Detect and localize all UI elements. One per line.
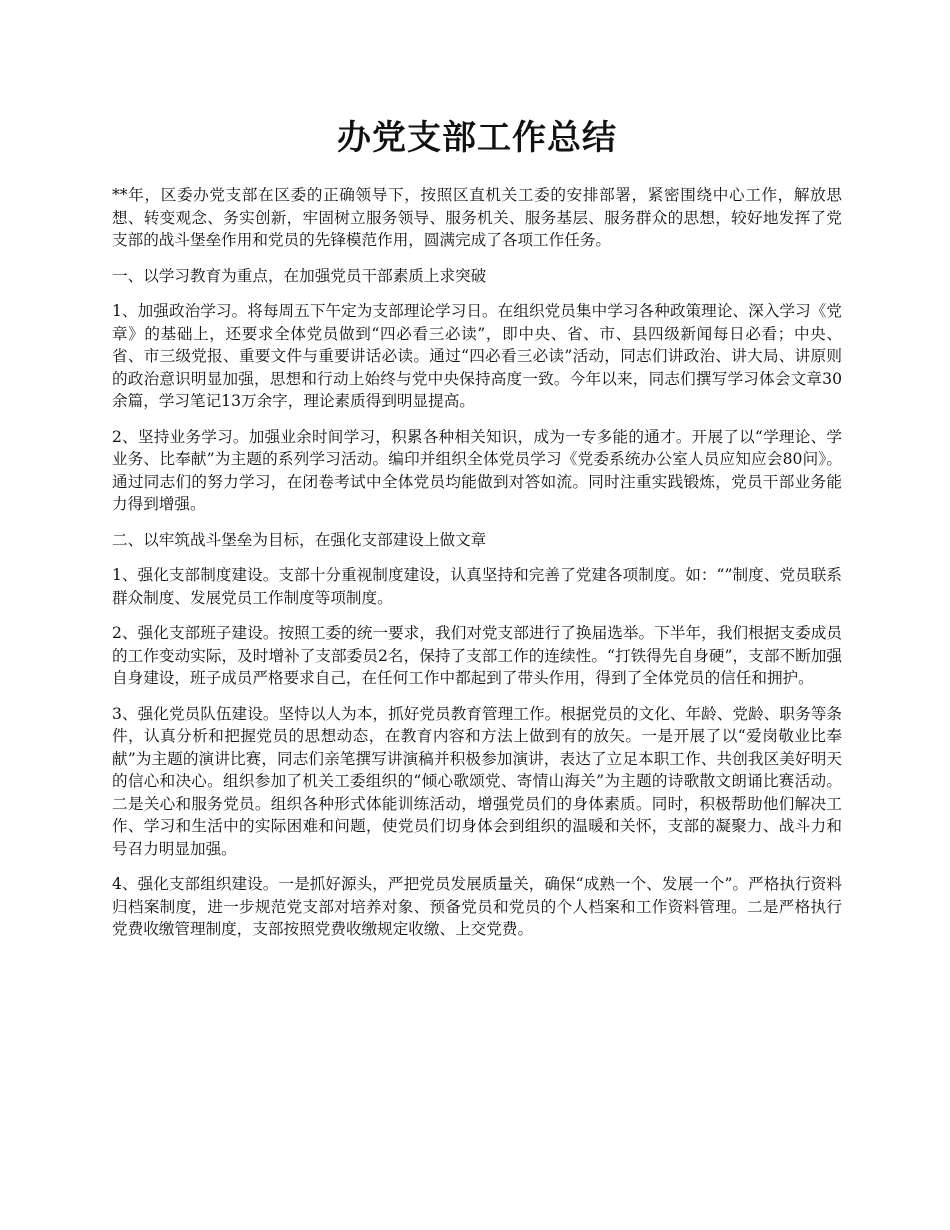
document-body: [112, 184, 842, 941]
paragraph-team-building: 2、强化支部班子建设。按照工委的统一要求，我们对党支部进行了换届选举。下半年，我们根据支委成员的工作变动实际，及时增补了支部委员2名，保持了支部工作的连续性。“打铁得先自身硬”，支部不断加强自身建设，班子成员严格要求自己，在任何工作中都起到了带头作用，得到了全体党员的信任和拥护。: [112, 624, 842, 687]
intro-paragraph: **年，区委办党支部在区委的正确领导下，按照区直机关工委的安排部署，紧密围绕中心工作，解放思想、转变观念、务实创新，牢固树立服务领导、服务机关、服务基层、服务群众的思想，较好地发挥了党支部的战斗堡垒作用和党员的先锋模范作用，圆满完成了各项工作任务。: [112, 186, 842, 249]
paragraph-organization-building: 4、强化支部组织建设。一是抓好源头，严把党员发展质量关，确保“成熟一个、发展一个”。严格执行资料归档案制度，进一步规范党支部对培养对象、预备党员和党员的个人档案和工作资料管理。二是严格执行党费收缴管理制度，支部按照党费收缴规定收缴、上交党费。: [112, 875, 842, 938]
paragraph-political-study: 1、加强政治学习。将每周五下午定为支部理论学习日。在组织党员集中学习各种政策理论、深入学习《党章》的基础上，还要求全体党员做到“四必看三必读”，即中央、省、市、县四级新闻每日必看；中央、省、市三级党报、重要文件与重要讲话必读。通过“四必看三必读”活动，同志们讲政治、讲大局、讲原则的政治意识明显加强，思想和行动上始终与党中央保持高度一致。今年以来，同志们撰写学习体会文章30余篇，学习笔记13万余字，理论素质得到明显提高。: [112, 302, 842, 410]
document-page: [112, 0, 842, 954]
paragraph-member-building: 3、强化党员队伍建设。坚恃以人为本，抓好党员教育管理工作。根据党员的文化、年龄、党龄、职务等条件，认真分析和把握党员的思想动态，在教育内容和方法上做到有的放矢。一是开展了以“爱岗敬业比奉献”为主题的演讲比赛，同志们亲笔撰写讲演稿并积极参加演讲，表达了立足本职工作、共创我区美好明天的信心和决心。组织参加了机关工委组织的“倾心歌颂党、寄情山海关”为主题的诗歌散文朗诵比赛活动。二是关心和服务党员。组织各种形式体能训练活动，增强党员们的身体素质。同时，积极帮助他们解决工作、学习和生活中的实际困难和问题，使党员们切身体会到组织的温暖和关怀，支部的凝聚力、战斗力和号召力明显加强。: [112, 704, 842, 858]
section-heading-2: 二、以牢筑战斗堡垒为目标，在强化支部建设上做文章: [112, 530, 487, 549]
paragraph-system-building: 1、强化支部制度建设。支部十分重视制度建设，认真坚持和完善了党建各项制度。如：“”制度、党员联系群众制度、发展党员工作制度等项制度。: [112, 566, 842, 607]
paragraph-business-study: 2、坚持业务学习。加强业余时间学习，积累各种相关知识，成为一专多能的通才。开展了以“学理论、学业务、比奉献”为主题的系列学习活动。编印并组织全体党员学习《党委系统办公室人员应知应会80问》。通过同志们的努力学习，在闭卷考试中全体党员均能做到对答如流。同时注重实践锻炼，党员干部业务能力得到增强。: [112, 427, 842, 513]
document-title: 办党支部工作总结: [337, 118, 617, 158]
section-heading-1: 一、以学习教育为重点，在加强党员干部素质上求突破: [112, 266, 487, 285]
